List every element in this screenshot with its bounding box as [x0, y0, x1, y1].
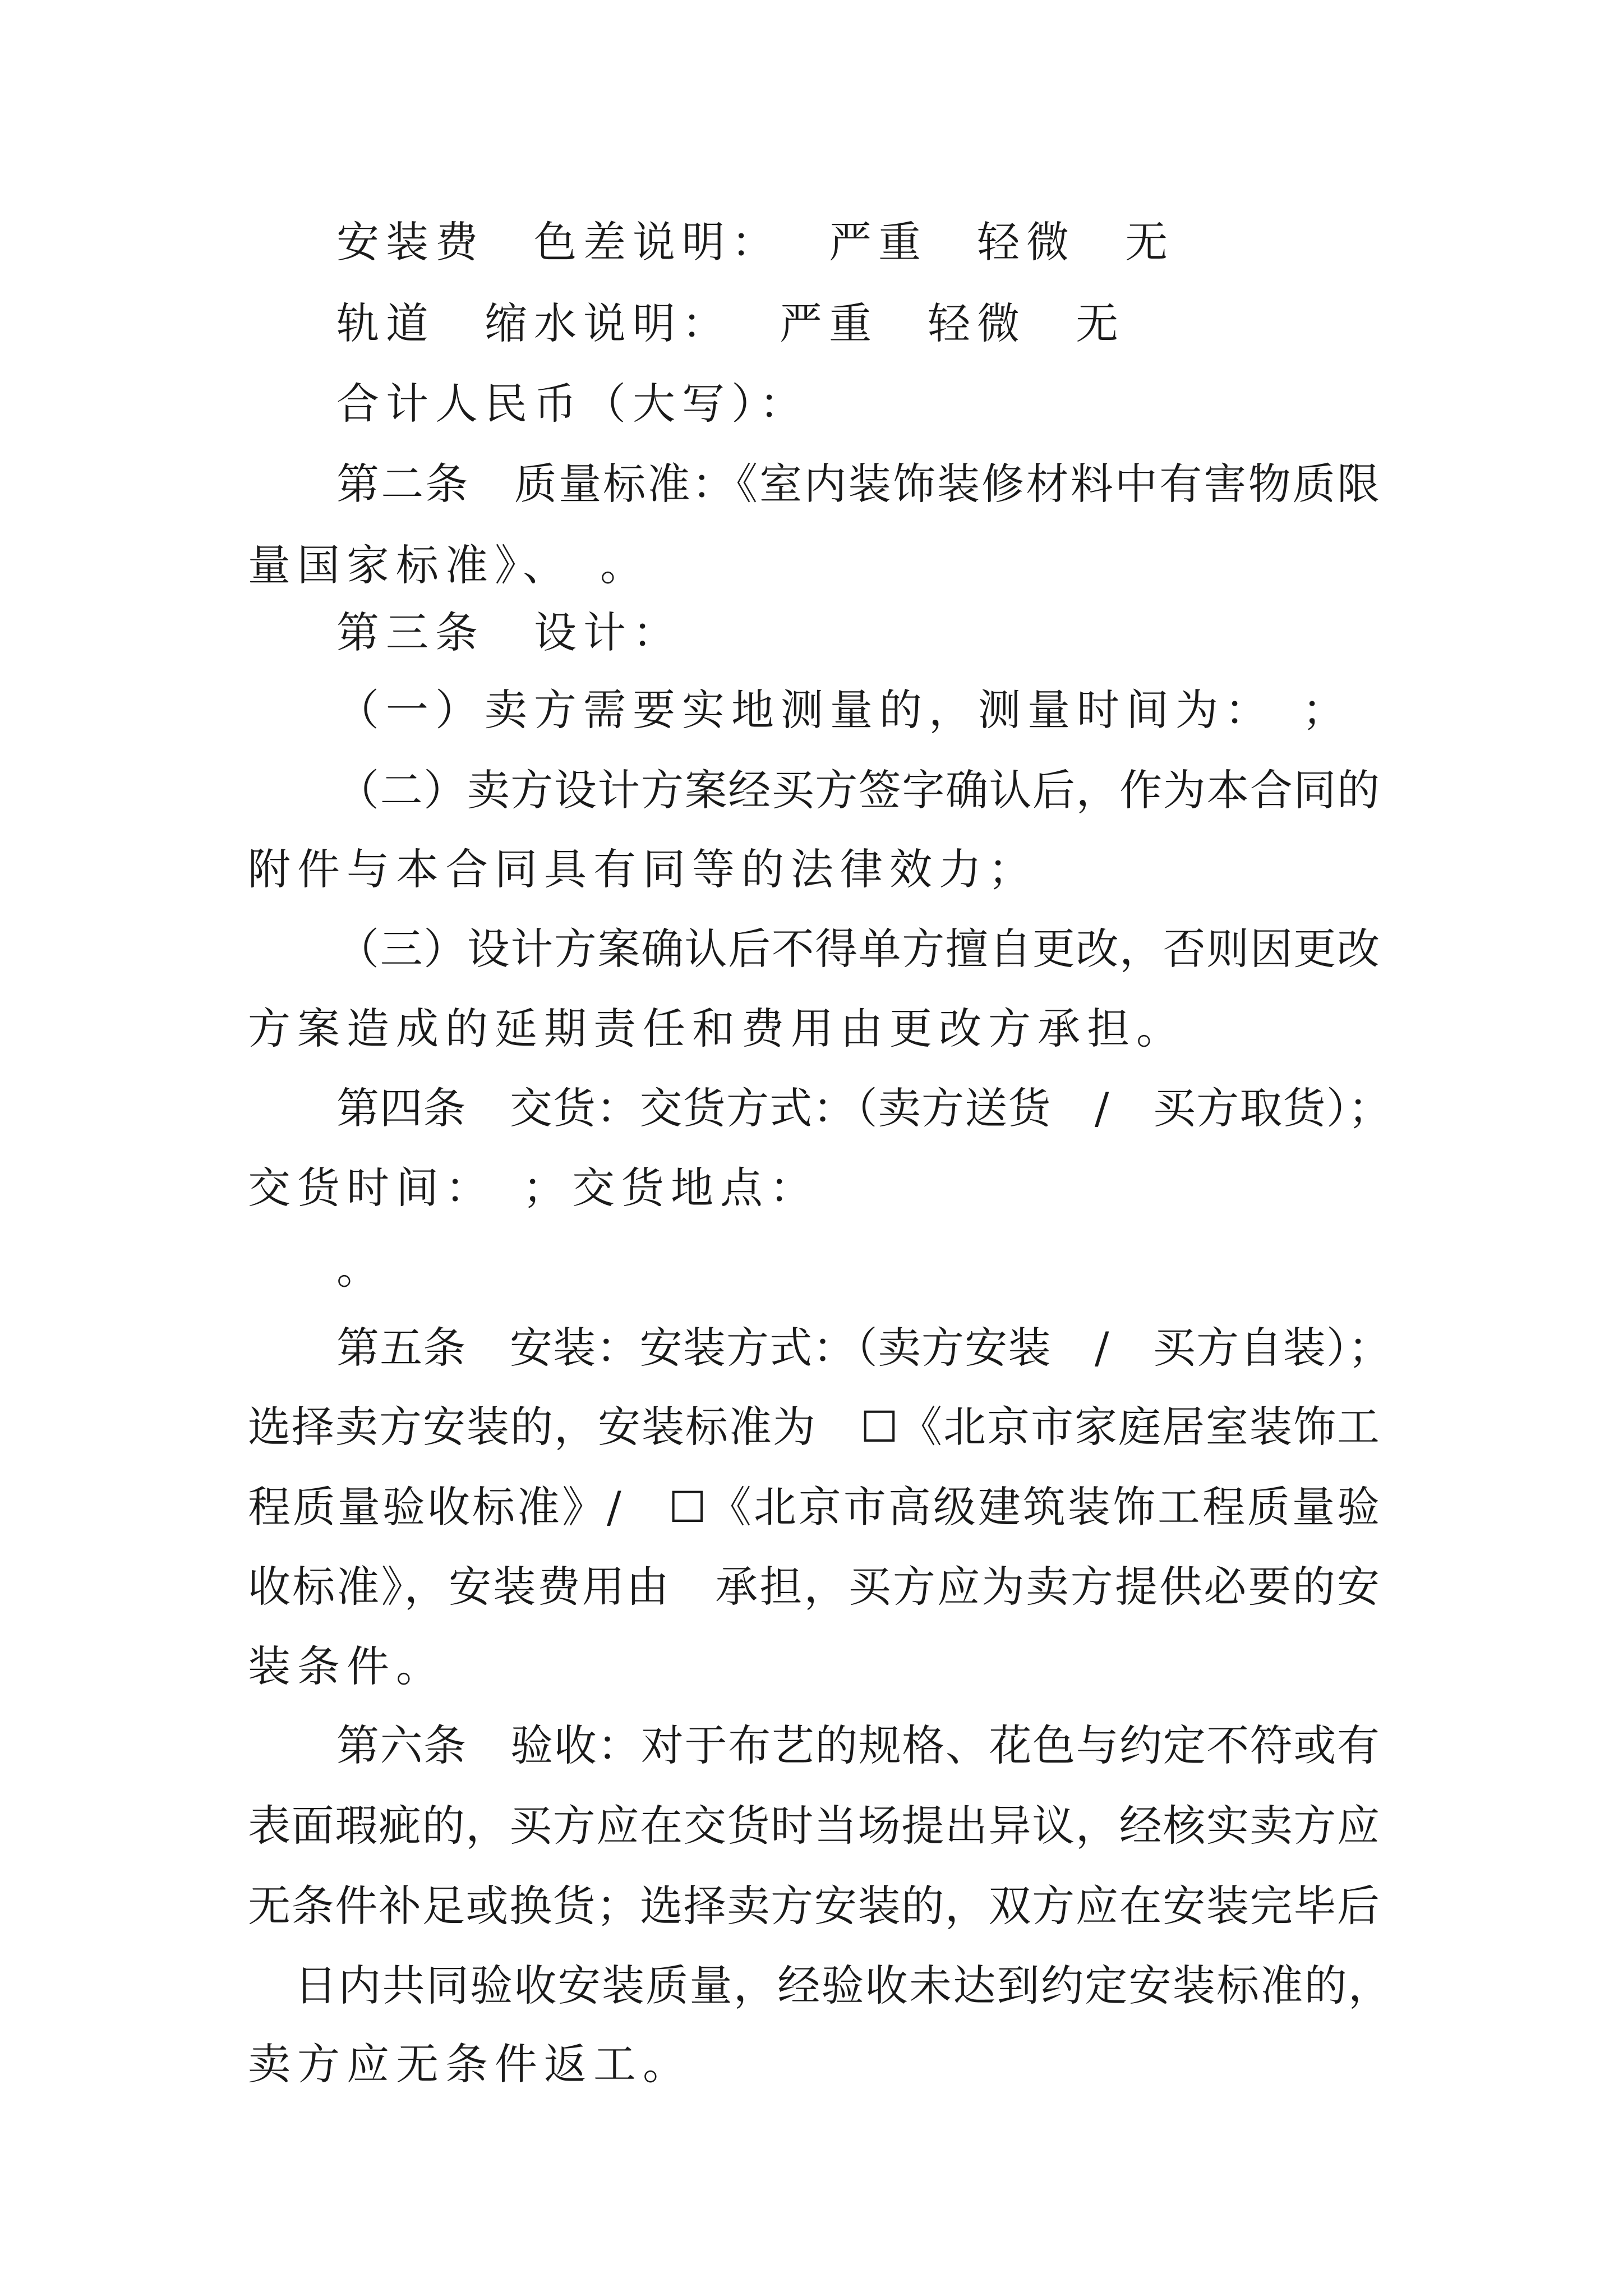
acceptance-line-4: 日内共同验收安装质量，经验收未达到约定安装标准的， [294, 1961, 1391, 2010]
acceptance-line-5: 卖方应无条件返工。 [248, 2039, 692, 2089]
installation-fee-line: 收标准》，安装费用由 承担，买方应为卖方提供必要的安 [248, 1562, 1380, 1612]
acceptance-line-3: 无条件补足或换货；选择卖方安装的，双方应在安装完毕后 [248, 1881, 1380, 1931]
design-item-2: （二）卖方设计方案经买方签字确认后，作为本合同的 [336, 765, 1380, 815]
design-item-3-cont: 方案造成的延期责任和费用由更改方承担。 [248, 1004, 1186, 1053]
article-3-design-heading: 第三条 设计： [336, 608, 682, 657]
acceptance-line-2: 表面瑕疵的，买方应在交货时当场提出异议，经核实卖方应 [248, 1801, 1380, 1851]
install-fee-color-difference-line: 安装费 色差说明： 严重 轻微 无 [336, 217, 1175, 267]
delivery-time-place-line: 交货时间： ；交货地点： [248, 1163, 819, 1213]
article-5-installation-line: 第五条 安装：安装方式：（卖方安装 / 买方自装）； [336, 1323, 1391, 1373]
delivery-period-line: 。 [336, 1244, 386, 1294]
installation-standard-line: 选择卖方安装的，安装标准为 ☐《北京市家庭居室装饰工 [248, 1402, 1380, 1452]
design-item-3: （三）设计方案确认后不得单方擅自更改，否则因更改 [336, 924, 1380, 974]
article-2-quality-line: 第二条 质量标准：《室内装饰装修材料中有害物质限 [336, 459, 1380, 509]
article-2-quality-cont: 量国家标准》、 。 [248, 540, 649, 590]
article-4-delivery-line: 第四条 交货：交货方式：（卖方送货 / 买方取货）； [336, 1083, 1391, 1133]
design-item-1: （一）卖方需要实地测量的，测量时间为： ； [336, 685, 1352, 735]
installation-standard-cont: 程质量验收标准》/ ☐《北京市高级建筑装饰工程质量验 [248, 1482, 1380, 1532]
track-shrinkage-line: 轨道 缩水说明： 严重 轻微 无 [336, 298, 1126, 348]
article-6-acceptance-line: 第六条 验收：对于布艺的规格、花色与约定不符或有 [336, 1720, 1380, 1770]
design-item-2-cont: 附件与本合同具有同等的法律效力； [248, 844, 1038, 894]
installation-conditions-line: 装条件。 [248, 1641, 445, 1691]
total-rmb-line: 合计人民币（大写）： [336, 379, 809, 429]
